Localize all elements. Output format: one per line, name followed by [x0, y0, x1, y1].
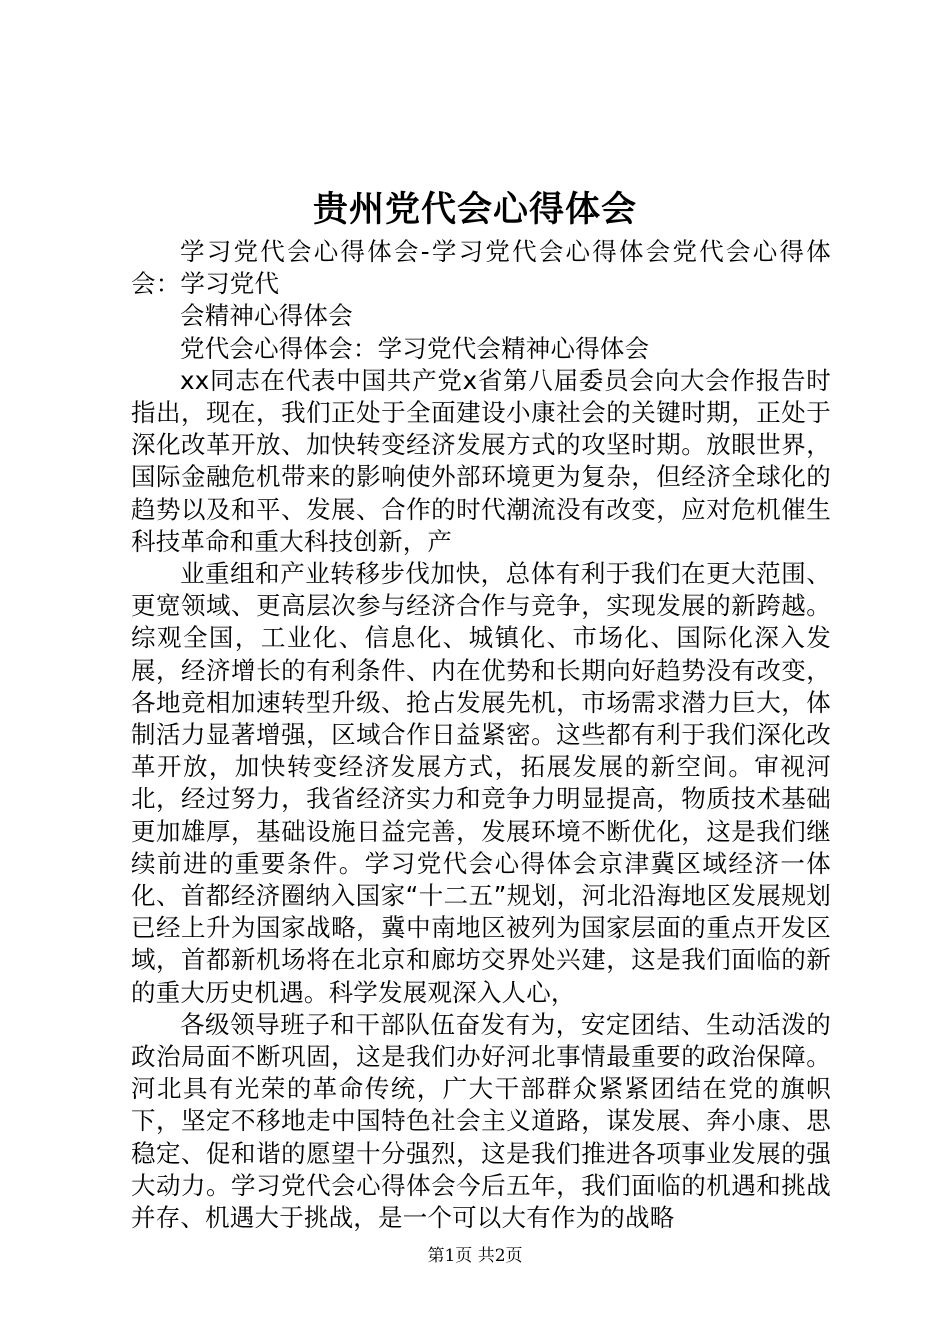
page-number-footer: 第1页 共2页: [427, 1246, 523, 1266]
paragraph: 各级领导班子和干部队伍奋发有为，安定团结、生动活泼的政治局面不断巩固，这是我们办好河北事情最重要的政治保障。河北具有光荣的革命传统，广大干部群众紧紧团结在党的旗帜下，坚定不移地走中国特色社会主义道路，谋发展、奔小康、思稳定、促和谐的愿望十分强烈，这是我们推进各项事业发展的强大动力。学习党代会心得体会今后五年，我们面临的机遇和挑战并存、机遇大于挑战，是一个可以大有作为的战略: [131, 1009, 831, 1233]
paragraph: 学习党代会心得体会-学习党代会心得体会党代会心得体会：学习党代: [131, 237, 831, 299]
paragraph: 业重组和产业转移步伐加快，总体有利于我们在更大范围、更宽领域、更高层次参与经济合作与竞争，实现发展的新跨越。综观全国，工业化、信息化、城镇化、市场化、国际化深入发展，经济增长的有利条件、内在优势和长期向好趋势没有改变，各地竞相加速转型升级、抢占发展先机，市场需求潜力巨大，体制活力显著增强，区域合作日益紧密。这些都有利于我们深化改革开放，加快转变经济发展方式，拓展发展的新空间。审视河北，经过努力，我省经济实力和竞争力明显提高，物质技术基础更加雄厚，基础设施日益完善，发展环境不断优化，这是我们继续前进的重要条件。学习党代会心得体会京津冀区域经济一体化、首都经济圈纳入国家“十二五”规划，河北沿海地区发展规划已经上升为国家战略，冀中南地区被列为国家层面的重点开发区域，首都新机场将在北京和廊坊交界处兴建，这是我们面临的新的重大历史机遇。科学发展观深入人心，: [131, 559, 831, 1007]
paragraph: 党代会心得体会：学习党代会精神心得体会: [180, 333, 650, 363]
paragraph: 会精神心得体会: [180, 301, 353, 331]
document-title: 贵州党代会心得体会: [312, 189, 637, 230]
document-body: [131, 236, 831, 1234]
paragraph: xx同志在代表中国共产党x省第八届委员会向大会作报告时指出，现在，我们正处于全面建设小康社会的关键时期，正处于深化改革开放、加快转变经济发展方式的攻坚时期。放眼世界，国际金融危机带来的影响使外部环境更为复杂，但经济全球化的趋势以及和平、发展、合作的时代潮流没有改变，应对危机催生科技革命和重大科技创新，产: [131, 365, 831, 556]
